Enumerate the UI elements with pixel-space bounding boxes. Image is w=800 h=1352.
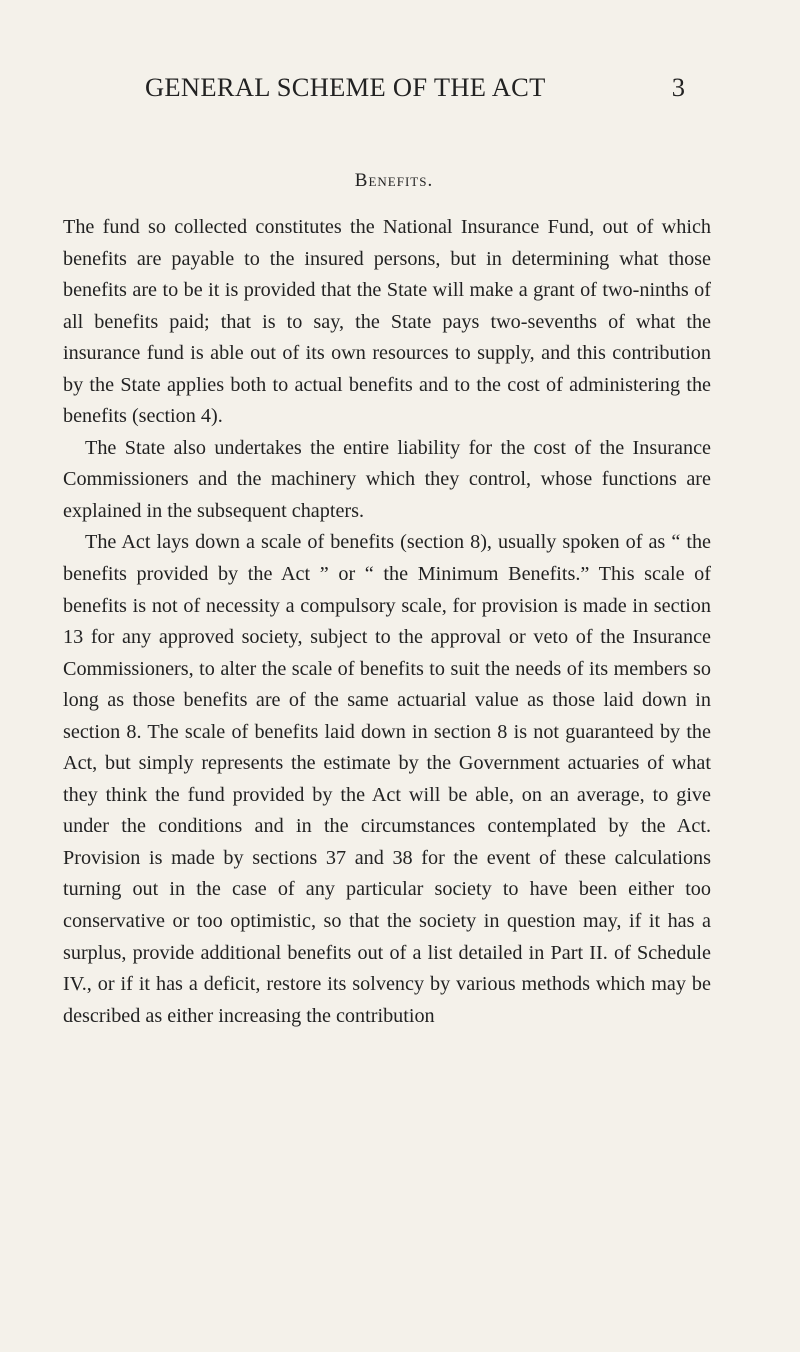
running-title: GENERAL SCHEME OF THE ACT — [145, 72, 546, 102]
paragraph-2: The State also undertakes the entire liability for the cost of the Insurance Commissioners and the machinery which they control, whose functions are explained in the subsequent chapters. — [63, 436, 711, 522]
section-heading — [0, 170, 800, 192]
paragraph-1: The fund so collected constitutes the National Insurance Fund, out of which benefits are payable to the insured persons, but in determining what those benefits are to be it is provided that the State will make a grant of two-ninths of all benefits paid; that is to say, the State pays two-sevenths of what the insurance fund is able out of its own resources to supply, and this contribution by the State applies both to actual benefits and to the cost of administering the benefits (section 4). — [63, 216, 711, 428]
paragraph-3: The Act lays down a scale of benefits (section 8), usually spoken of as “ the benefits provided by the Act ” or “ the Minimum Benefits.” This scale of benefits is not of necessity a compulsory scale, for provision is made in section 13 for any approved society, subject to the approval or veto of the Insurance Commissioners, to alter the scale of benefits to suit the needs of its members so long as those benefits are of the same actuarial value as those laid down in section 8. The scale of benefits laid down in section 8 is not guaranteed by the Act, but simply represents the estimate by the Government actuaries of what they think the fund provided by the Act will be able, on an average, to give under the conditions and in the circumstances contemplated by the Act. Provision is made by sections 37 and 38 for the event of these calculations turning out in the case of any particular society to have been either too conservative or too optimistic, so that the society in question may, if it has a surplus, provide additional benefits out of a list detailed in Part II. of Schedule IV., or if it has a deficit, restore its solvency by various methods which may be described as either increasing the contribution — [63, 531, 711, 1027]
body-text — [63, 212, 711, 1032]
page-number: 3 — [671, 72, 685, 102]
running-head — [145, 72, 685, 112]
section-heading-text: Benefits. — [354, 170, 434, 191]
